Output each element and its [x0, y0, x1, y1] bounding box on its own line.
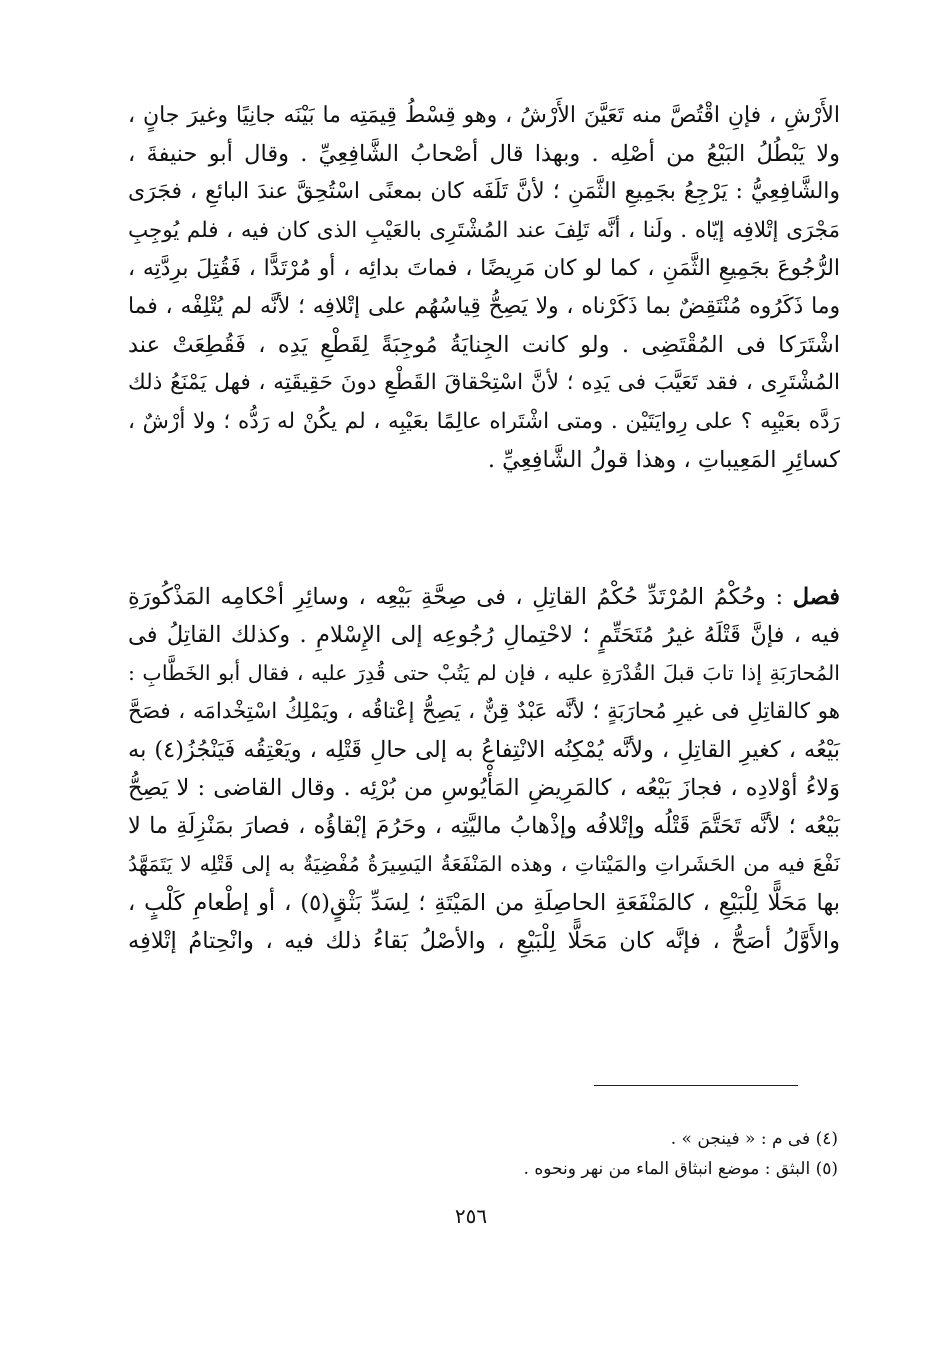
text-line: ولا يَبْطُلُ البَيْعُ من أصْلِه . وبهذا قال أصْحابُ الشَّافِعِيِّ . وقال أبو حنيفةَ ، — [128, 141, 840, 168]
text-line: بها مَحَلًّا لِلْبَيْعِ ، كالمَنْفَعَةِ الحاصِلَةِ من المَيْتَةِ ؛ لِسَدِّ بَثْقٍ(٥) ، أو إطْعامِ كَلْبٍ ، — [128, 889, 840, 916]
section-heading: فصل — [792, 584, 840, 610]
text-line: الأَرْشِ ، فإنِ اقْتُصَّ منه تَعَيَّنَ الأَرْشُ ، وهو قِسْطُ قِيمَتِه ما بَيْنَه جانِيًا وغيرَ جانٍ ، — [128, 103, 840, 128]
text-line: وَلاءُ أوْلادِه ، فجازَ بَيْعُه ، كالمَرِيضِ المَأْيُوسِ من بُرْئِه . وقال القاضى : لا يَصِحُّ — [128, 775, 840, 802]
text-line: فيه ، فإنَّ قَتْلَهُ غيرُ مُتَحَتِّمٍ ؛ لاحْتِمالِ رُجُوعِه إلى الإِسْلامِ . وكذلك القاتِلُ فى — [128, 622, 840, 649]
text-line: نَفْعَ فيه من الحَشَراتِ والمَيْتاتِ ، وهذه المَنْفَعَةُ اليَسِيرَةُ مُفْضِيَةٌ به إلى قَتْلِه لا يَتَمَهَّدُ — [128, 852, 840, 877]
section-paragraph — [128, 578, 840, 960]
text-line: : وحُكْمُ المُرْتَدِّ حُكْمُ القاتِلِ ، فى صِحَّةِ بَيْعِه ، وسائِرِ أحْكامِه المَذْكُورَةِ — [128, 584, 784, 610]
text-line: المُحارَبَةِ إذا تابَ قبلَ القُدْرَةِ عليه ، فإن لم يَتُبْ حتى قُدِرَ عليه ، فقال أبو الخَطَّابِ : — [128, 661, 840, 686]
text-line: بَيْعُه ؛ لأنَّه تَحَتَّمَ قَتْلُه وإتْلافُه وإذْهابُ ماليَّتِه ، وحَرُمَ إبْقاؤُه ، فصارَ بمَنْزِلَةِ ما لا — [128, 813, 840, 840]
text-line: الرُّجُوعَ بجَمِيعِ الثَّمَنِ ، كما لو كان مَرِيضًا ، فماتَ بدائِه ، أو مُرْتَدًّا ، فَقُتِلَ برِدَّتِه ، — [128, 255, 840, 281]
page-number: ٢٥٦ — [454, 1204, 488, 1228]
footnote-separator — [594, 1085, 798, 1086]
text-line: هو كالقاتِلِ فى غيرِ مُحارَبَةٍ ؛ لأنَّه عَبْدٌ قِنٌّ ، يَصِحُّ إعْتاقُه ، ويَمْلِكُ اسْتِخْدامَه ، فصَحَّ — [128, 698, 840, 724]
section-first-line — [128, 578, 840, 616]
body-paragraph — [128, 97, 840, 479]
text-line: المُشْتَرِى ، فقد تَعَيَّبَ فى يَدِه ؛ لأنَّ اسْتِحْقاقَ القَطْعِ دونَ حَقِيقَتِه ، فهل يَمْنَعُ ذلك — [128, 370, 840, 396]
text-line: اشْتَرَكا فى المُقْتَضِى . ولو كانت الجِنايَةُ مُوجِبَةً لِقَطْعِ يَدِه ، فَقُطِعَتْ عند — [128, 332, 840, 359]
text-line: مَجْرَى إتْلافِه إيّاه . ولَنا ، أنَّه تَلِفَ عند المُشْتَرِى بالعَيْبِ الذى كان فيه ، فلم يُوجِبِ — [128, 217, 840, 243]
footnote: (٥) البثق : موضع انبثاق الماء من نهر ونحوه . — [523, 1159, 838, 1179]
text-line: والأَوَّلُ أصَحُّ ، فإنَّه كان مَحَلًّا لِلْبَيْعِ ، والأصْلُ بَقاءُ ذلك فيه ، وانْحِتامُ إتْلافِه — [128, 927, 840, 954]
text-line: كسائِرِ المَعِيباتِ ، وهذا قولُ الشَّافِعِيِّ . — [487, 446, 840, 473]
text-line: بَيْعُه ، كغيرِ القاتِلِ ، ولأنَّه يُمْكِنُه الانْتِفاعُ به إلى حالِ قَتْلِه ، ويَعْتِقُه فَيَنْجُزُ(٤) به — [128, 736, 840, 763]
text-line: رَدَّه بعَيْبِه ؟ على رِوايَتَيْن . ومتى اشْتَراه عالِمًا بعَيْبِه ، لم يكُنْ له رَدُّه ؛ ولا أرْشٌ ، — [128, 408, 840, 434]
text-line: وما ذَكَرُوه مُنْتَقِضٌ بما ذَكَرْناه ، ولا يَصِحُّ قِياسُهُم على إتْلافِه ؛ لأنَّه لم يُتْلِفْه ، فما — [128, 294, 840, 320]
text-line: والشَّافِعِيُّ : يَرْجِعُ بجَمِيعِ الثَّمَنِ ؛ لأنَّ تَلَفَه كان بمعنًى اسْتُحِقَّ عندَ البائعِ ، فجَرَى — [128, 179, 840, 205]
footnotes — [300, 1124, 838, 1184]
footnote: (٤) فى م : « فينجن » . — [670, 1129, 838, 1149]
